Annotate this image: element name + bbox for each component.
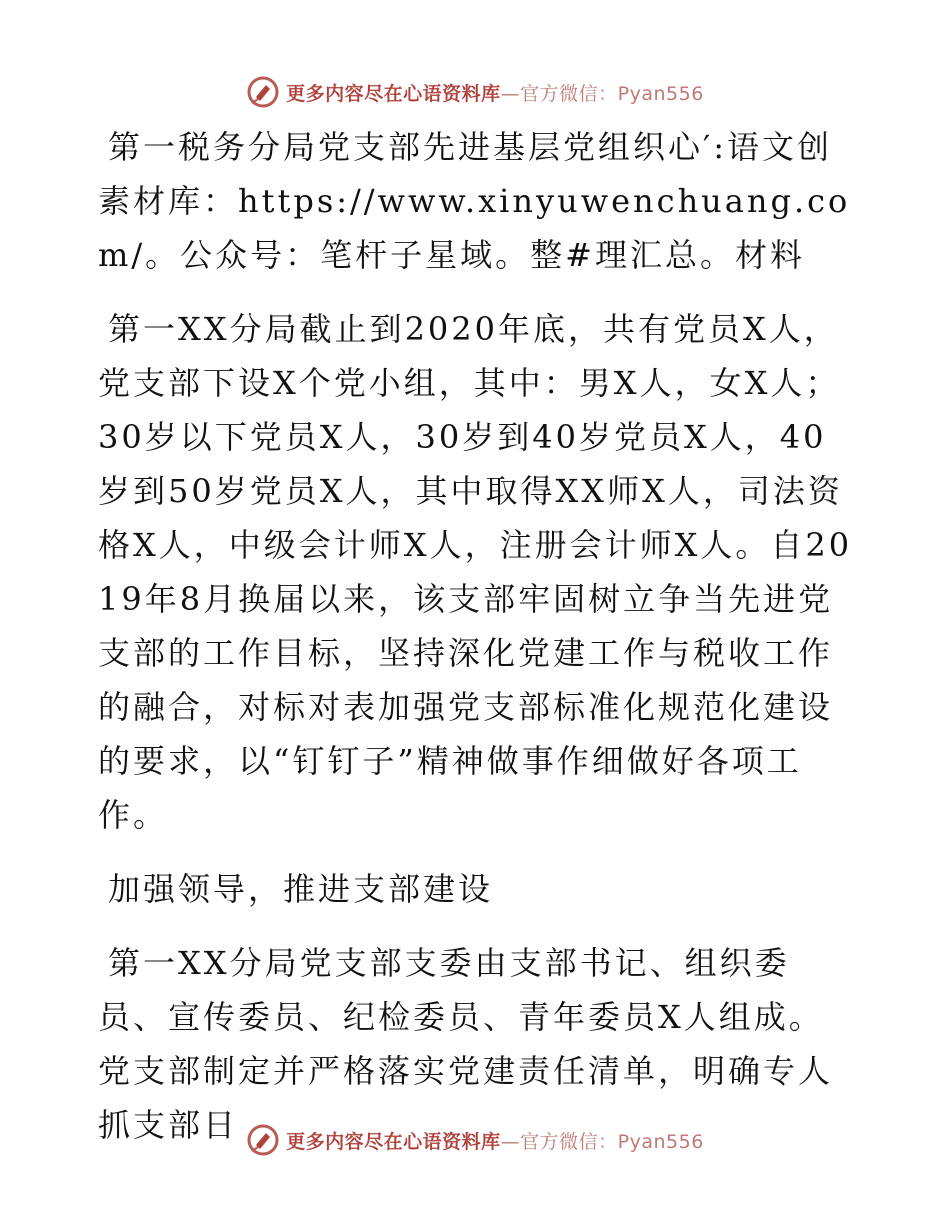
footer-banner-text <box>286 1127 704 1154</box>
header-banner-title: 更多内容尽在心语资料库 <box>286 82 501 105</box>
footer-banner-contact: —官方微信：Pyan556 <box>500 1130 704 1153</box>
brand-logo-icon <box>246 75 280 109</box>
footer-banner <box>0 1118 950 1162</box>
section-heading: 加强领导，推进支部建设 <box>108 870 494 908</box>
header-banner-text <box>286 79 704 106</box>
document-body <box>98 120 858 1172</box>
footer-banner-title: 更多内容尽在心语资料库 <box>286 1130 501 1153</box>
paragraph-title: 第一税务分局党支部先进基层党组织心′:语文创素材库：https://www.xinyuwenchuang.com/。公众号：笔杆子星域。整#理汇总。材料 <box>98 128 851 274</box>
paragraph-overview: 第一XX分局截止到2020年底，共有党员X人，党支部下设X个党小组，其中：男X人，女X人；30岁以下党员X人，30岁到40岁党员X人，40岁到50岁党员X人，其中取得XX师X人，司法资格X人，中级会计师X人，注册会计师X人。自2019年8月换届以来，该支部牢固树立争当先进党支部的工作目标，坚持深化党建工作与税收工作的融合，对标对表加强党支部标准化规范化建设的要求，以“钉钉子”精神做事作细做好各项工作。 <box>98 310 853 834</box>
brand-logo-icon <box>246 1123 280 1157</box>
header-banner <box>0 70 950 114</box>
paragraph-leadership: 第一XX分局党支部支委由支部书记、组织委员、宣传委员、纪检委员、青年委员X人组成。党支部制定并严格落实党建责任清单，明确专人抓支部日 <box>98 944 834 1144</box>
header-banner-contact: —官方微信：Pyan556 <box>500 82 704 105</box>
